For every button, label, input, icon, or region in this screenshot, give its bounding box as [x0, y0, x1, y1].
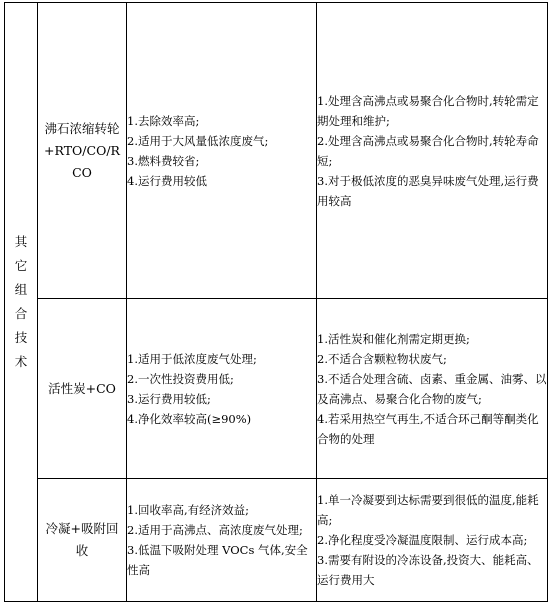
disadvantages-cell: [317, 479, 548, 602]
advantage-item: 1.回收率高,有经济效益;: [127, 503, 250, 517]
advantage-item: 4.运行费用较低: [127, 173, 207, 188]
category-cell: [5, 3, 38, 602]
advantage-item: 3.运行费用较低;: [127, 391, 211, 406]
advantage-item: 2.适用于高沸点、高浓度废气处理;: [127, 523, 303, 537]
tech-name: 冷凝+吸附回收: [45, 521, 119, 558]
disadvantages-cell: [317, 3, 548, 299]
advantage-item: 3.低温下吸附处理 VOCs 气体,安全性高: [127, 543, 308, 577]
disadvantage-item: 2.净化程度受冷凝温度限制、运行成本高;: [317, 533, 528, 547]
comparison-table: [4, 2, 548, 602]
tech-cell: [38, 3, 127, 299]
advantage-item: 4.净化效率较高(≥90%): [127, 411, 252, 426]
advantage-item: 2.适用于大风量低浓度废气;: [127, 133, 269, 148]
disadvantage-item: 3.需要有附设的冷冻设备,投资大、能耗高、运行费用大: [317, 553, 539, 587]
tech-cell: [38, 299, 127, 479]
tech-cell: [38, 479, 127, 602]
disadvantages-cell: [317, 299, 548, 479]
tech-name: 沸石浓缩转轮+RTO/CO/RCO: [44, 120, 120, 180]
disadvantage-item: 2.处理含高沸点或易聚合化合物时,转轮寿命短;: [317, 133, 539, 168]
advantage-item: 1.适用于低浓度废气处理;: [127, 351, 257, 366]
advantage-item: 2.一次性投资费用低;: [127, 371, 234, 386]
disadvantage-item: 1.单一冷凝要到达标需要到很低的温度,能耗高;: [317, 493, 539, 527]
table-row: [5, 3, 548, 299]
table-row: [5, 299, 548, 479]
table-row: [5, 479, 548, 602]
advantage-item: 1.去除效率高;: [127, 113, 200, 128]
advantages-cell: [127, 479, 317, 602]
disadvantage-item: 1.活性炭和催化剂需定期更换;: [317, 331, 470, 346]
disadvantage-item: 1.处理含高沸点或易聚合化合物时,转轮需定期处理和维护;: [317, 93, 539, 128]
disadvantage-item: 2.不适合含颗粒物状废气;: [317, 351, 447, 366]
disadvantage-item: 4.若采用热空气再生,不适合环己酮等酮类化合物的处理: [317, 411, 539, 446]
disadvantage-item: 3.不适合处理含硫、卤素、重金属、油雾、以及高沸点、易聚合化合物的废气;: [317, 371, 547, 406]
advantages-cell: [127, 3, 317, 299]
disadvantage-item: 3.对于极低浓度的恶臭异味废气处理,运行费用较高: [317, 173, 539, 208]
category-label: 其它组合技术: [14, 234, 28, 369]
tech-name: 活性炭+CO: [48, 380, 116, 396]
advantages-cell: [127, 299, 317, 479]
advantage-item: 3.燃料费较省;: [127, 153, 200, 168]
